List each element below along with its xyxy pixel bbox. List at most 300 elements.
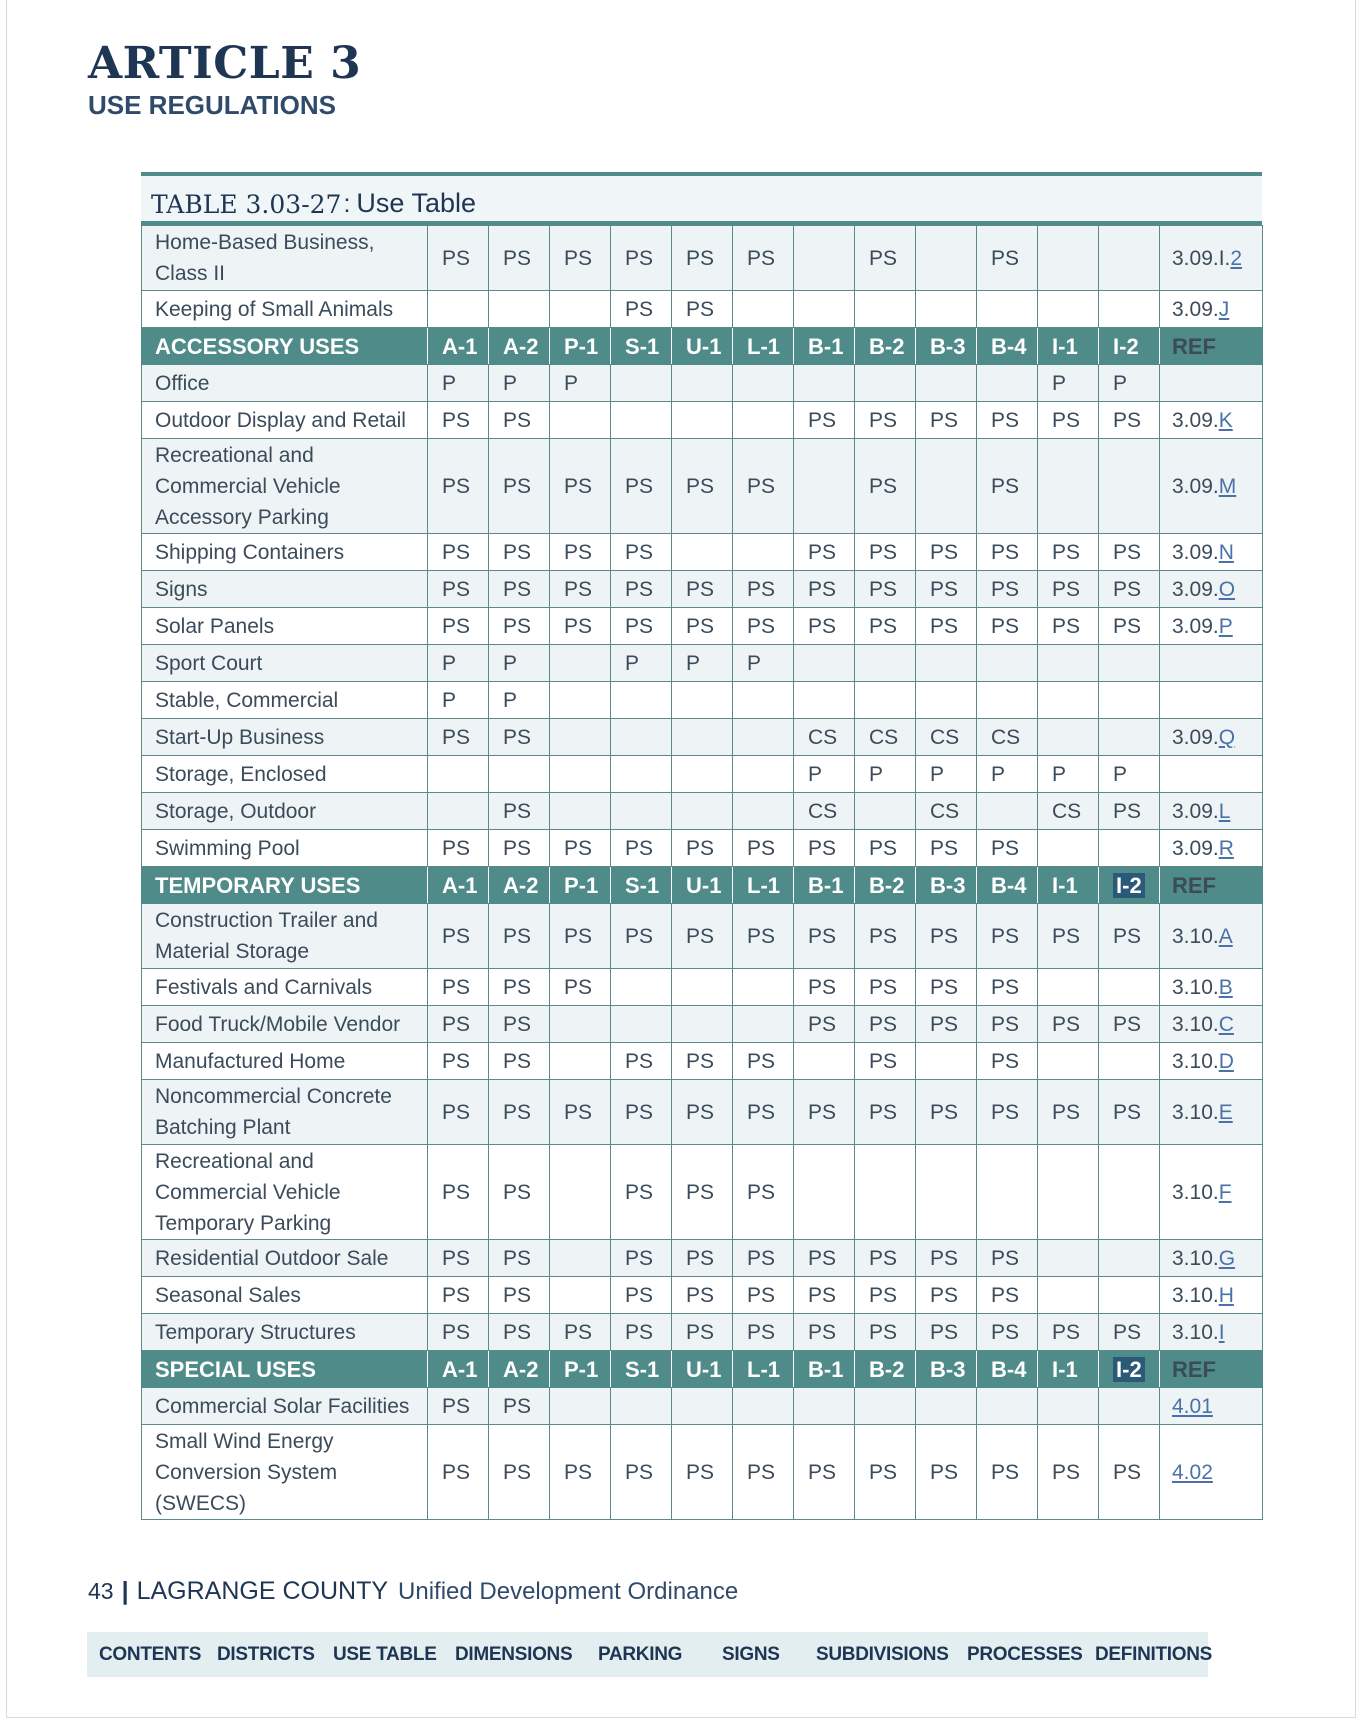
permission-cell: CS — [977, 719, 1038, 756]
permission-cell — [550, 793, 611, 830]
permission-cell — [794, 1043, 855, 1080]
permission-cell: PS — [672, 1043, 733, 1080]
district-header: P-1 — [550, 867, 611, 904]
district-header: B-1 — [794, 867, 855, 904]
table-row — [142, 1388, 1263, 1425]
permission-cell: PS — [794, 969, 855, 1006]
permission-cell: PS — [550, 969, 611, 1006]
permission-cell: PS — [855, 439, 916, 534]
ref-link[interactable]: 2 — [1230, 246, 1243, 270]
use-name: Outdoor Display and Retail — [142, 402, 428, 439]
permission-cell: P — [489, 682, 550, 719]
permission-cell: PS — [1099, 402, 1160, 439]
permission-cell — [1038, 291, 1099, 328]
document-name: Unified Development Ordinance — [398, 1578, 739, 1605]
permission-cell: PS — [1099, 904, 1160, 969]
ref-cell — [1160, 402, 1263, 439]
use-name: Start-Up Business — [142, 719, 428, 756]
permission-cell: PS — [428, 1425, 489, 1520]
permission-cell: PS — [977, 439, 1038, 534]
ref-link[interactable]: B — [1218, 975, 1233, 999]
ref-cell — [1160, 1240, 1263, 1277]
ref-prefix: 3.09. — [1172, 614, 1219, 638]
permission-cell — [1038, 969, 1099, 1006]
ref-cell — [1160, 1314, 1263, 1351]
permission-cell: PS — [489, 1240, 550, 1277]
table-row — [142, 682, 1263, 719]
permission-cell: PS — [611, 571, 672, 608]
ref-link[interactable]: J — [1218, 297, 1230, 321]
permission-cell: CS — [794, 719, 855, 756]
district-header: B-2 — [855, 867, 916, 904]
permission-cell: PS — [550, 830, 611, 867]
ref-link[interactable]: P — [1218, 614, 1233, 638]
permission-cell: PS — [489, 1006, 550, 1043]
ref-link[interactable]: 4.01 — [1172, 1394, 1213, 1418]
permission-cell: PS — [672, 1277, 733, 1314]
nav-definitions[interactable]: DEFINITIONS — [1095, 1644, 1213, 1665]
table-row — [142, 1314, 1263, 1351]
permission-cell: PS — [916, 608, 977, 645]
table-row — [142, 226, 1263, 291]
ref-cell — [1160, 439, 1263, 534]
permission-cell: PS — [977, 1080, 1038, 1145]
use-name: Storage, Outdoor — [142, 793, 428, 830]
permission-cell — [1038, 439, 1099, 534]
permission-cell — [794, 1388, 855, 1425]
section-title: TEMPORARY USES — [142, 867, 428, 904]
use-name: Home-Based Business, Class II — [142, 226, 428, 291]
use-name: Temporary Structures — [142, 1314, 428, 1351]
permission-cell: PS — [489, 719, 550, 756]
ref-cell — [1160, 793, 1263, 830]
ref-cell — [1160, 904, 1263, 969]
district-header: L-1 — [733, 328, 794, 365]
nav-parking[interactable]: PARKING — [598, 1644, 683, 1665]
permission-cell — [1038, 1277, 1099, 1314]
table-row — [142, 1006, 1263, 1043]
permission-cell: PS — [550, 1080, 611, 1145]
ref-cell — [1160, 645, 1263, 682]
ref-cell — [1160, 1043, 1263, 1080]
permission-cell: PS — [977, 608, 1038, 645]
permission-cell: CS — [855, 719, 916, 756]
permission-cell — [1038, 1388, 1099, 1425]
permission-cell: PS — [1099, 1425, 1160, 1520]
permission-cell: PS — [428, 1145, 489, 1240]
permission-cell: PS — [733, 571, 794, 608]
permission-cell — [550, 1145, 611, 1240]
permission-cell — [1038, 830, 1099, 867]
permission-cell — [428, 756, 489, 793]
table-caption-name: Use Table — [356, 188, 476, 218]
permission-cell: PS — [550, 226, 611, 291]
permission-cell: PS — [855, 571, 916, 608]
permission-cell: PS — [489, 1388, 550, 1425]
use-name: Keeping of Small Animals — [142, 291, 428, 328]
district-header: A-1 — [428, 328, 489, 365]
permission-cell: PS — [428, 969, 489, 1006]
bottom-navigation — [87, 1632, 1213, 1677]
permission-cell — [916, 226, 977, 291]
permission-cell — [611, 793, 672, 830]
permission-cell: PS — [977, 1006, 1038, 1043]
permission-cell: PS — [428, 1388, 489, 1425]
ref-link[interactable]: A — [1218, 924, 1233, 948]
permission-cell: PS — [733, 1277, 794, 1314]
permission-cell: PS — [977, 402, 1038, 439]
permission-cell: PS — [977, 1043, 1038, 1080]
ref-cell — [1160, 608, 1263, 645]
use-name: Recreational and Commercial Vehicle Temporary Parking — [142, 1145, 428, 1240]
permission-cell: P — [916, 756, 977, 793]
permission-cell: PS — [611, 904, 672, 969]
permission-cell: PS — [916, 1006, 977, 1043]
ref-link[interactable]: M — [1218, 474, 1237, 498]
district-header: P-1 — [550, 1351, 611, 1388]
permission-cell — [855, 682, 916, 719]
use-name: Festivals and Carnivals — [142, 969, 428, 1006]
permission-cell: PS — [794, 1425, 855, 1520]
permission-cell — [916, 1043, 977, 1080]
permission-cell — [1099, 1240, 1160, 1277]
section-title: ACCESSORY USES — [142, 328, 428, 365]
permission-cell: PS — [672, 1145, 733, 1240]
permission-cell — [611, 682, 672, 719]
permission-cell: PS — [733, 608, 794, 645]
permission-cell: PS — [611, 1145, 672, 1240]
permission-cell: P — [1099, 365, 1160, 402]
district-header: B-3 — [916, 1351, 977, 1388]
permission-cell — [672, 682, 733, 719]
permission-cell: PS — [855, 226, 916, 291]
ref-cell — [1160, 969, 1263, 1006]
use-name: Recreational and Commercial Vehicle Accessory Parking — [142, 439, 428, 534]
nav-dimensions[interactable]: DIMENSIONS — [455, 1644, 573, 1665]
ref-link[interactable]: 4.02 — [1172, 1460, 1213, 1484]
ref-prefix: 3.10. — [1172, 1283, 1219, 1307]
permission-cell: PS — [428, 571, 489, 608]
nav-signs[interactable]: SIGNS — [722, 1644, 780, 1665]
ref-link[interactable]: Q — [1218, 725, 1236, 749]
permission-cell: PS — [977, 571, 1038, 608]
ref-link[interactable]: D — [1218, 1049, 1234, 1073]
permission-cell — [733, 291, 794, 328]
use-name: Manufactured Home — [142, 1043, 428, 1080]
use-name: Noncommercial Concrete Batching Plant — [142, 1080, 428, 1145]
permission-cell: P — [1038, 756, 1099, 793]
ref-cell — [1160, 226, 1263, 291]
ref-prefix: 3.09.I. — [1172, 246, 1231, 270]
table-row — [142, 291, 1263, 328]
ref-prefix: 3.09. — [1172, 577, 1219, 601]
permission-cell: PS — [428, 830, 489, 867]
ref-link[interactable]: K — [1218, 408, 1233, 432]
permission-cell: PS — [794, 1314, 855, 1351]
permission-cell — [672, 756, 733, 793]
ref-cell — [1160, 1080, 1263, 1145]
ref-link[interactable]: R — [1218, 836, 1234, 860]
ref-link[interactable]: H — [1218, 1283, 1234, 1307]
permission-cell: P — [611, 645, 672, 682]
permission-cell: PS — [916, 534, 977, 571]
permission-cell — [1038, 226, 1099, 291]
permission-cell: PS — [611, 1043, 672, 1080]
permission-cell — [733, 402, 794, 439]
district-header: B-3 — [916, 867, 977, 904]
permission-cell: PS — [489, 402, 550, 439]
ref-prefix: REF — [1172, 333, 1216, 359]
permission-cell: PS — [977, 226, 1038, 291]
permission-cell: PS — [611, 830, 672, 867]
ref-link[interactable]: L — [1218, 799, 1231, 823]
permission-cell: PS — [733, 1240, 794, 1277]
permission-cell: PS — [1038, 1314, 1099, 1351]
district-header: I-1 — [1038, 328, 1099, 365]
table-row — [142, 608, 1263, 645]
permission-cell — [1038, 682, 1099, 719]
permission-cell: PS — [916, 402, 977, 439]
table-row — [142, 1080, 1263, 1145]
permission-cell: P — [672, 645, 733, 682]
use-name: Construction Trailer and Material Storage — [142, 904, 428, 969]
permission-cell — [1038, 1240, 1099, 1277]
district-header: U-1 — [672, 1351, 733, 1388]
permission-cell — [977, 1145, 1038, 1240]
district-header: I-1 — [1038, 1351, 1099, 1388]
permission-cell — [794, 291, 855, 328]
ref-link[interactable]: F — [1218, 1180, 1232, 1204]
permission-cell: PS — [855, 1006, 916, 1043]
district-header: S-1 — [611, 867, 672, 904]
permission-cell: PS — [1038, 402, 1099, 439]
permission-cell — [611, 365, 672, 402]
permission-cell: CS — [1038, 793, 1099, 830]
permission-cell: PS — [1038, 1425, 1099, 1520]
permission-cell — [1038, 1145, 1099, 1240]
permission-cell: PS — [428, 1006, 489, 1043]
permission-cell: PS — [733, 439, 794, 534]
permission-cell: PS — [794, 571, 855, 608]
permission-cell: PS — [672, 571, 733, 608]
ref-cell — [1160, 365, 1263, 402]
permission-cell — [672, 365, 733, 402]
permission-cell: PS — [672, 1080, 733, 1145]
district-header: L-1 — [733, 1351, 794, 1388]
permission-cell: PS — [672, 608, 733, 645]
permission-cell — [611, 719, 672, 756]
permission-cell: PS — [1038, 1080, 1099, 1145]
permission-cell — [733, 756, 794, 793]
permission-cell: PS — [916, 1314, 977, 1351]
permission-cell — [550, 1388, 611, 1425]
permission-cell: P — [489, 365, 550, 402]
table-row — [142, 904, 1263, 969]
permission-cell — [794, 439, 855, 534]
permission-cell: PS — [672, 904, 733, 969]
permission-cell: PS — [489, 1043, 550, 1080]
section-header-row — [142, 328, 1263, 365]
permission-cell — [916, 682, 977, 719]
permission-cell: PS — [489, 969, 550, 1006]
permission-cell: PS — [855, 534, 916, 571]
permission-cell: PS — [611, 534, 672, 571]
use-name: Small Wind Energy Conversion System (SWECS) — [142, 1425, 428, 1520]
ref-prefix: 3.10. — [1172, 975, 1219, 999]
permission-cell: PS — [550, 534, 611, 571]
permission-cell — [1099, 226, 1160, 291]
ref-cell — [1160, 682, 1263, 719]
use-name: Storage, Enclosed — [142, 756, 428, 793]
ref-link[interactable]: C — [1218, 1012, 1234, 1036]
district-header: B-1 — [794, 1351, 855, 1388]
table-row — [142, 969, 1263, 1006]
ref-link[interactable]: I — [1218, 1320, 1225, 1344]
permission-cell: PS — [855, 969, 916, 1006]
permission-cell — [1038, 1043, 1099, 1080]
use-name: Solar Panels — [142, 608, 428, 645]
district-header-highlight: I-2 — [1113, 1357, 1145, 1382]
permission-cell: PS — [1099, 1080, 1160, 1145]
district-header: S-1 — [611, 1351, 672, 1388]
use-table — [141, 225, 1263, 1520]
permission-cell — [1038, 719, 1099, 756]
permission-cell — [672, 402, 733, 439]
district-header: B-2 — [855, 1351, 916, 1388]
ref-cell — [1160, 830, 1263, 867]
table-row — [142, 439, 1263, 534]
nav-contents[interactable]: CONTENTS — [99, 1644, 202, 1665]
ref-cell — [1160, 1425, 1263, 1520]
section-title: SPECIAL USES — [142, 1351, 428, 1388]
ref-prefix: 3.09. — [1172, 725, 1219, 749]
permission-cell — [550, 1043, 611, 1080]
permission-cell: PS — [855, 1425, 916, 1520]
permission-cell: PS — [1099, 608, 1160, 645]
ref-prefix: 3.09. — [1172, 540, 1219, 564]
nav-use-table[interactable]: USE TABLE — [333, 1644, 437, 1665]
table-row — [142, 1425, 1263, 1520]
permission-cell: PS — [611, 1425, 672, 1520]
permission-cell: PS — [733, 830, 794, 867]
permission-cell — [1099, 830, 1160, 867]
use-name: Sport Court — [142, 645, 428, 682]
county-name: LAGRANGE COUNTY — [136, 1577, 389, 1605]
district-header: S-1 — [611, 328, 672, 365]
permission-cell — [672, 534, 733, 571]
ref-link[interactable]: E — [1218, 1100, 1233, 1124]
permission-cell: PS — [1099, 1006, 1160, 1043]
table-caption-number: TABLE 3.03-27 — [151, 190, 342, 219]
permission-cell: PS — [794, 534, 855, 571]
permission-cell: PS — [489, 1145, 550, 1240]
permission-cell — [794, 1145, 855, 1240]
district-header: U-1 — [672, 867, 733, 904]
nav-districts[interactable]: DISTRICTS — [217, 1644, 315, 1665]
permission-cell: PS — [550, 439, 611, 534]
permission-cell — [1099, 645, 1160, 682]
ref-cell — [1160, 571, 1263, 608]
table-row — [142, 1043, 1263, 1080]
permission-cell: PS — [428, 904, 489, 969]
use-name: Stable, Commercial — [142, 682, 428, 719]
permission-cell: PS — [855, 1314, 916, 1351]
ref-cell — [1160, 756, 1263, 793]
district-header — [1099, 867, 1160, 904]
permission-cell: PS — [794, 402, 855, 439]
district-header-highlight: I-2 — [1113, 873, 1145, 898]
permission-cell: PS — [1038, 904, 1099, 969]
article-subtitle: USE REGULATIONS — [88, 90, 336, 120]
permission-cell — [1099, 1388, 1160, 1425]
permission-cell: PS — [733, 1080, 794, 1145]
permission-cell: PS — [428, 608, 489, 645]
permission-cell: PS — [1099, 571, 1160, 608]
district-header: A-2 — [489, 328, 550, 365]
ref-link[interactable]: N — [1218, 540, 1234, 564]
permission-cell — [916, 645, 977, 682]
permission-cell: PS — [489, 1080, 550, 1145]
permission-cell: CS — [916, 719, 977, 756]
permission-cell: PS — [977, 534, 1038, 571]
ref-prefix: REF — [1172, 872, 1216, 898]
permission-cell — [611, 756, 672, 793]
permission-cell — [611, 1388, 672, 1425]
ref-prefix: 3.10. — [1172, 1012, 1219, 1036]
permission-cell: PS — [1038, 1006, 1099, 1043]
permission-cell — [489, 291, 550, 328]
permission-cell: PS — [855, 1080, 916, 1145]
permission-cell: PS — [794, 1240, 855, 1277]
permission-cell: PS — [794, 1277, 855, 1314]
ref-prefix: 3.09. — [1172, 408, 1219, 432]
permission-cell: PS — [855, 830, 916, 867]
permission-cell — [550, 756, 611, 793]
nav-subdivisions[interactable]: SUBDIVISIONS — [816, 1644, 949, 1665]
table-row — [142, 1240, 1263, 1277]
table-row — [142, 1277, 1263, 1314]
permission-cell — [855, 365, 916, 402]
permission-cell: PS — [1038, 608, 1099, 645]
permission-cell: P — [1038, 365, 1099, 402]
permission-cell — [794, 365, 855, 402]
permission-cell — [794, 226, 855, 291]
permission-cell — [489, 756, 550, 793]
permission-cell: PS — [489, 1277, 550, 1314]
table-caption — [141, 172, 1262, 225]
permission-cell — [916, 365, 977, 402]
use-name: Commercial Solar Facilities — [142, 1388, 428, 1425]
permission-cell — [916, 1145, 977, 1240]
ref-link[interactable]: O — [1218, 577, 1236, 601]
nav-processes[interactable]: PROCESSES — [967, 1644, 1083, 1665]
permission-cell — [733, 365, 794, 402]
district-header: B-4 — [977, 328, 1038, 365]
permission-cell: PS — [916, 1425, 977, 1520]
table-caption-separator: : — [343, 190, 351, 218]
use-name: Food Truck/Mobile Vendor — [142, 1006, 428, 1043]
permission-cell — [977, 1388, 1038, 1425]
permission-cell — [733, 969, 794, 1006]
ref-cell — [1160, 291, 1263, 328]
ref-link[interactable]: G — [1218, 1246, 1236, 1270]
permission-cell: PS — [1099, 1314, 1160, 1351]
permission-cell: PS — [855, 1277, 916, 1314]
permission-cell: PS — [672, 1240, 733, 1277]
permission-cell: PS — [977, 1240, 1038, 1277]
permission-cell: PS — [977, 1277, 1038, 1314]
permission-cell: PS — [916, 1277, 977, 1314]
